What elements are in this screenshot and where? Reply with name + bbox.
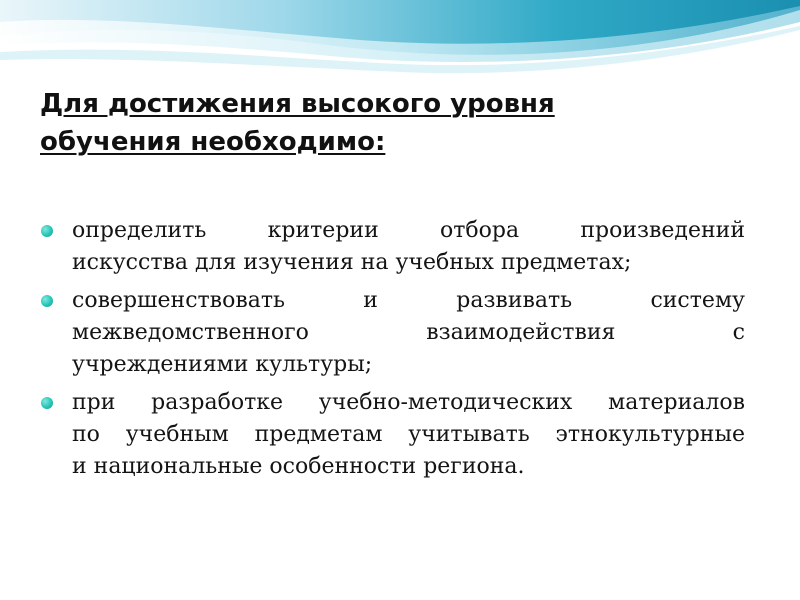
bullet-text-line: определить критерии отбора произведений <box>72 218 745 243</box>
bullet-item <box>40 387 745 483</box>
title-line: обучения необходимо: <box>40 127 386 157</box>
bullet-text-line: межведомственного взаимодействия с <box>72 320 745 345</box>
bullet-text-line: и национальные особенности региона. <box>72 454 525 479</box>
bullet-item <box>40 285 745 381</box>
bullet-list <box>40 215 745 489</box>
bullet-text-line: искусства для изучения на учебных предметах; <box>72 250 632 275</box>
slide-title <box>40 85 760 161</box>
bullet-text-line: совершенствовать и развивать систему <box>72 288 745 313</box>
bullet-dot-icon <box>41 295 53 307</box>
bullet-text-line: по учебным предметам учитывать этнокультурные <box>72 422 745 447</box>
bullet-text-line: при разработке учебно-методических материалов <box>72 390 745 415</box>
bullet-item <box>40 215 745 279</box>
bullet-dot-icon <box>41 225 53 237</box>
bullet-dot-icon <box>41 397 53 409</box>
title-line: Для достижения высокого уровня <box>40 89 555 119</box>
decorative-wave-header <box>0 0 800 80</box>
bullet-text-line: учреждениями культуры; <box>72 352 373 377</box>
